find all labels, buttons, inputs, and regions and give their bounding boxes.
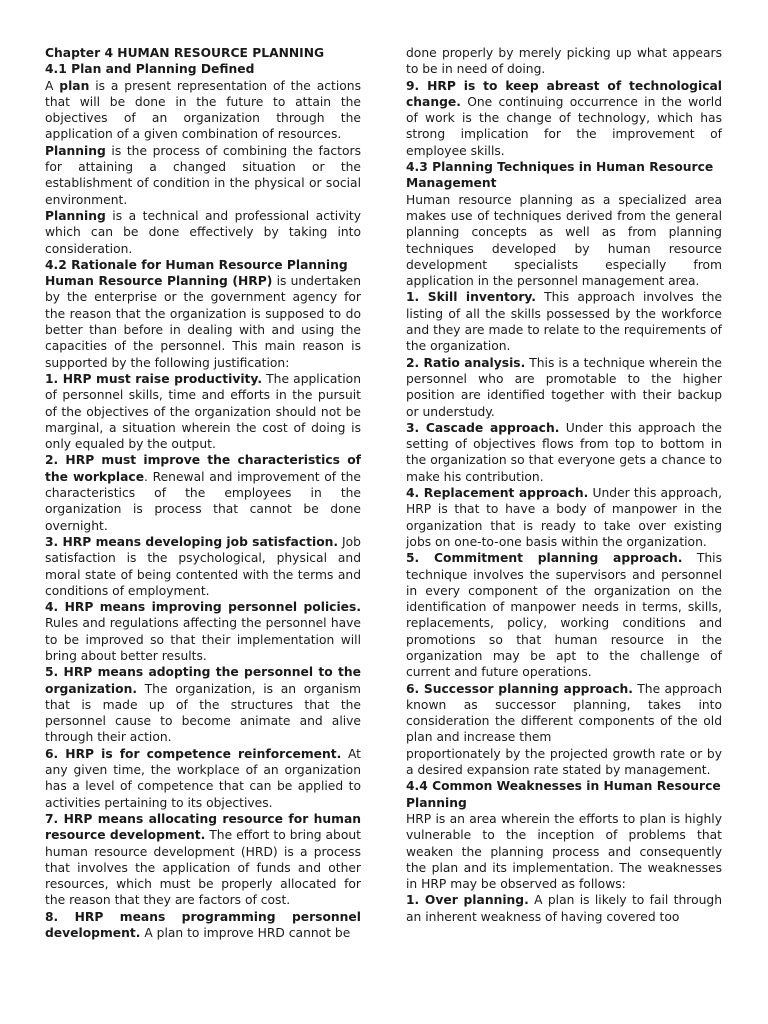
- section-heading-4-3: 4.3 Planning Techniques in Human Resource Management: [406, 160, 714, 191]
- list-item: 1. HRP must raise productivity. The application of personnel skills, time and efforts in the pursuit of the objectives of the organization should not be marginal, a situation wherein the cost of doing is only equaled by the output.: [45, 371, 361, 452]
- section-heading-4-2: 4.2 Rationale for Human Resource Planning: [45, 257, 348, 272]
- list-item: 9. HRP is to keep abreast of technological change. One continuing occurrence in the world of work is the change of technology, which has strong implication for the improvement of employee skills.: [406, 78, 722, 158]
- list-item: 6. HRP is for competence reinforcement. At any given time, the workplace of an organization has a level of competence that can be applied to activities pertaining to its objectives.: [45, 746, 361, 810]
- list-item: 3. HRP means developing job satisfaction. Job satisfaction is the psychological, physical and moral state of being contented with the terms and conditions of employment.: [45, 534, 361, 598]
- list-item: 2. HRP must improve the characteristics of the workplace. Renewal and improvement of the characteristics of the employees in the organization is process that cannot be done overnight.: [45, 453, 361, 533]
- list-item: 5. HRP means adopting the personnel to the organization. The organization, is an organism that is made up of the structures that the personnel cause to become animate and alive through their action.: [45, 665, 361, 745]
- paragraph-weaknesses: HRP is an area wherein the efforts to plan is highly vulnerable to the inception of problems that weaken the planning process and consequently the plan and its implementation. The weaknesses in HRP may be observed as follows:: [406, 811, 722, 892]
- section-heading-4-4: 4.4 Common Weaknesses in Human Resource Planning: [406, 779, 721, 810]
- paragraph-techniques: Human resource planning as a specialized area makes use of techniques derived from the general planning concepts as well as from planning techniques developed by human resource development specialists especially from application in the personnel management area.: [406, 192, 722, 289]
- paragraph-hrp: Human Resource Planning (HRP) is undertaken by the enterprise or the government agency for the reason that the organization is supposed to do better than before in dealing with and using the capacities of the personnel. This main reason is supported by the following justification:: [45, 274, 361, 370]
- list-item: 7. HRP means allocating resource for human resource development. The effort to bring about human resource development (HRD) is a process that involves the application of funds and other resources, which must be properly allocated for the reason that they are factors of cost.: [45, 811, 361, 908]
- list-item: 8. HRP means programming personnel development. A plan to improve HRD cannot be: [45, 909, 361, 941]
- continuation-text: done properly by merely picking up what appears to be in need of doing.: [406, 46, 722, 77]
- paragraph-planning-1: Planning is the process of combining the factors for attaining a changed situation or the establishment of condition in the physical or social environment.: [45, 143, 361, 207]
- chapter-title: Chapter 4 HUMAN RESOURCE PLANNING: [45, 46, 325, 60]
- section-heading-4-1: 4.1 Plan and Planning Defined: [45, 62, 255, 77]
- list-item: 5. Commitment planning approach. This technique involves the supervisors and personnel in every component of the organization on the identification of manpower needs in terms, skills, replacements, policy, working conditions and promotions so that human resource in the organization may be apt to the challenge of current and future operations.: [406, 551, 722, 680]
- left-column: [45, 45, 361, 941]
- list-item: 2. Ratio analysis. This is a technique wherein the personnel who are promotable to the higher position are identified together with their backup or understudy.: [406, 355, 722, 419]
- list-item: 6. Successor planning approach. The approach known as successor planning, takes into consideration the different components of the old plan and increase them: [406, 681, 722, 745]
- list-item: 1. Over planning. A plan is likely to fail through an inherent weakness of having covered too: [406, 893, 722, 924]
- right-column: [406, 45, 722, 925]
- paragraph-planning-2: Planning is a technical and professional activity which can be done effectively by taking into consideration.: [45, 208, 361, 256]
- list-item: 4. Replacement approach. Under this approach, HRP is that to have a body of manpower in the organization that is ready to take over existing jobs on one-to-one basis within the organization.: [406, 486, 723, 549]
- list-item: 3. Cascade approach. Under this approach the setting of objectives flows from top to bottom in the organization so that everyone gets a chance to make his contribution.: [406, 420, 722, 484]
- continuation-text: proportionately by the projected growth rate or by a desired expansion rate stated by management.: [406, 746, 722, 778]
- list-item: 4. HRP means improving personnel policies. Rules and regulations affecting the personnel have to be improved so that their implementation will bring about better results.: [45, 600, 361, 663]
- list-item: 1. Skill inventory. This approach involves the listing of all the skills possessed by the workforce and they are made to relate to the requirements of the organization.: [406, 290, 723, 354]
- paragraph-plan: A plan is a present representation of the actions that will be done in the future to attain the objectives of an organization through the application of a given combination of resources.: [45, 78, 361, 142]
